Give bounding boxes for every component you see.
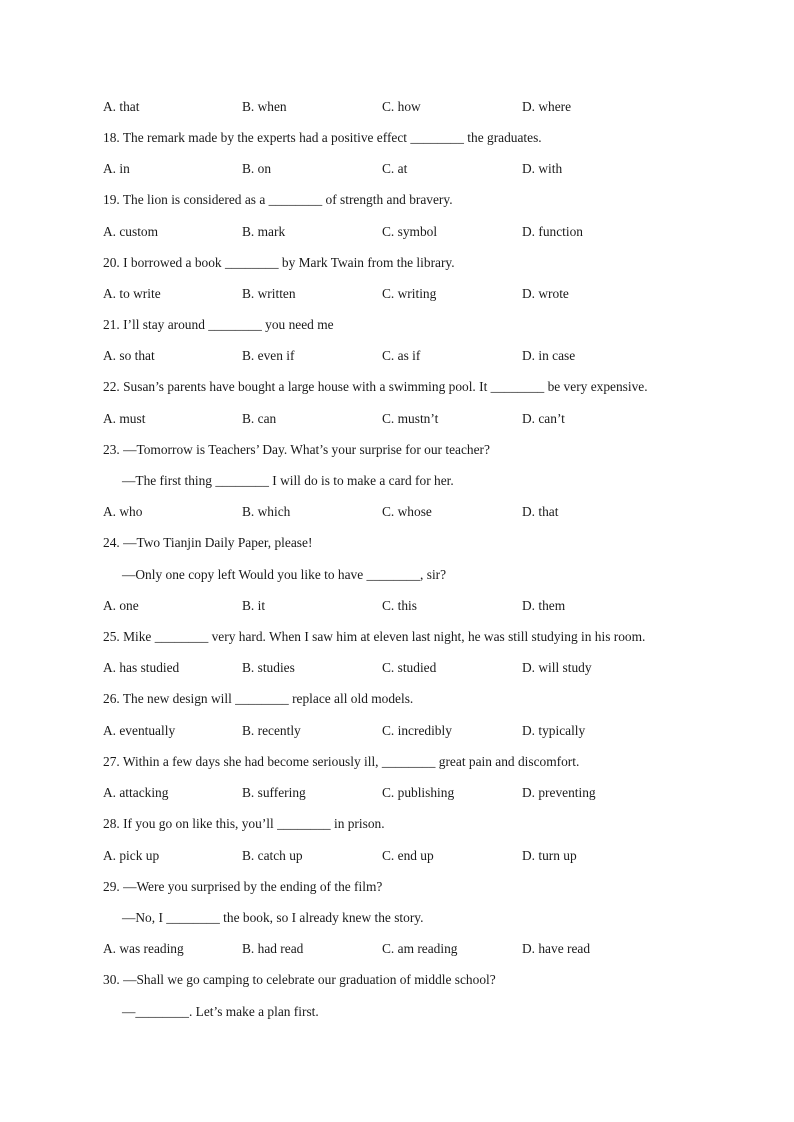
q22-options [103,411,663,427]
q29-option-a: A. was reading [103,941,184,956]
q20-options [103,286,663,302]
q28-stem: 28. If you go on like this, you’ll ________ in prison. [103,816,385,831]
q22-option-a: A. must [103,411,146,426]
q18-options [103,161,663,177]
q21-options [103,348,663,364]
q22-stem: 22. Susan’s parents have bought a large house with a swimming pool. It ________ be very expensive. [103,379,648,394]
q26-option-c: C. incredibly [382,723,452,738]
q19-option-d: D. function [522,224,583,239]
q29-option-d: D. have read [522,941,591,956]
q29-option-c: C. am reading [382,941,458,956]
q19-option-a: A. custom [103,224,159,239]
q24-options [103,598,663,614]
q26-option-a: A. eventually [103,723,176,738]
q21-option-b: B. even if [242,348,295,363]
q26-options [103,723,663,739]
q19-stem: 19. The lion is considered as a ________ of strength and bravery. [103,192,453,207]
q20-option-a: A. to write [103,286,161,301]
q23-option-a: A. who [103,504,143,519]
q27-stem: 27. Within a few days she had become seriously ill, ________ great pain and discomfort. [103,754,580,769]
q20-option-c: C. writing [382,286,437,301]
q24-option-c: C. this [382,598,417,613]
q25-option-b: B. studies [242,660,295,675]
q23-stem-reply: —The first thing ________ I will do is to make a card for her. [122,473,454,488]
q23-stem: 23. —Tomorrow is Teachers’ Day. What’s your surprise for our teacher? [103,442,490,457]
q18-option-d: D. with [522,161,563,176]
q22-option-d: D. can’t [522,411,565,426]
q21-option-c: C. as if [382,348,421,363]
q25-option-c: C. studied [382,660,437,675]
q26-option-d: D. typically [522,723,586,738]
q25-option-d: D. will study [522,660,592,675]
q18-option-c: C. at [382,161,408,176]
q29-stem: 29. —Were you surprised by the ending of the film? [103,879,383,894]
q18-option-b: B. on [242,161,272,176]
q27-options [103,785,663,801]
q21-option-d: D. in case [522,348,576,363]
q29-options [103,941,663,957]
q18-option-a: A. in [103,161,130,176]
q19-option-b: B. mark [242,224,286,239]
q22-option-b: B. can [242,411,277,426]
q24-option-a: A. one [103,598,139,613]
q24-option-d: D. them [522,598,566,613]
q24-stem-reply: —Only one copy left Would you like to have ________, sir? [122,567,447,582]
q23-option-c: C. whose [382,504,432,519]
q17-option-a: A. that [103,99,140,114]
q29-option-b: B. had read [242,941,304,956]
q26-option-b: B. recently [242,723,301,738]
q28-option-c: C. end up [382,848,434,863]
q17-option-d: D. where [522,99,572,114]
q27-option-d: D. preventing [522,785,596,800]
q22-option-c: C. mustn’t [382,411,439,426]
q27-option-c: C. publishing [382,785,455,800]
q28-option-a: A. pick up [103,848,160,863]
q28-options [103,848,663,864]
q30-stem: 30. —Shall we go camping to celebrate our graduation of middle school? [103,972,496,987]
q20-option-d: D. wrote [522,286,569,301]
q24-option-b: B. it [242,598,266,613]
q19-options [103,224,663,240]
q27-option-b: B. suffering [242,785,306,800]
q28-option-d: D. turn up [522,848,577,863]
q20-option-b: B. written [242,286,296,301]
q21-option-a: A. so that [103,348,155,363]
q25-option-a: A. has studied [103,660,180,675]
q17-option-c: C. how [382,99,421,114]
q23-options [103,504,663,520]
q26-stem: 26. The new design will ________ replace all old models. [103,691,414,706]
q17-option-b: B. when [242,99,287,114]
q27-option-a: A. attacking [103,785,169,800]
q28-option-b: B. catch up [242,848,303,863]
q30-stem-reply: —________. Let’s make a plan first. [122,1004,319,1019]
q25-stem: 25. Mike ________ very hard. When I saw him at eleven last night, he was still studying in his room. [103,629,646,644]
q25-options [103,660,663,676]
q29-stem-reply: —No, I ________ the book, so I already knew the story. [122,910,424,925]
q21-stem: 21. I’ll stay around ________ you need me [103,317,334,332]
q18-stem: 18. The remark made by the experts had a positive effect ________ the graduates. [103,130,542,145]
q19-option-c: C. symbol [382,224,438,239]
q24-stem: 24. —Two Tianjin Daily Paper, please! [103,535,313,550]
q23-option-d: D. that [522,504,559,519]
q17-options [103,99,663,115]
q23-option-b: B. which [242,504,291,519]
q20-stem: 20. I borrowed a book ________ by Mark Twain from the library. [103,255,455,270]
